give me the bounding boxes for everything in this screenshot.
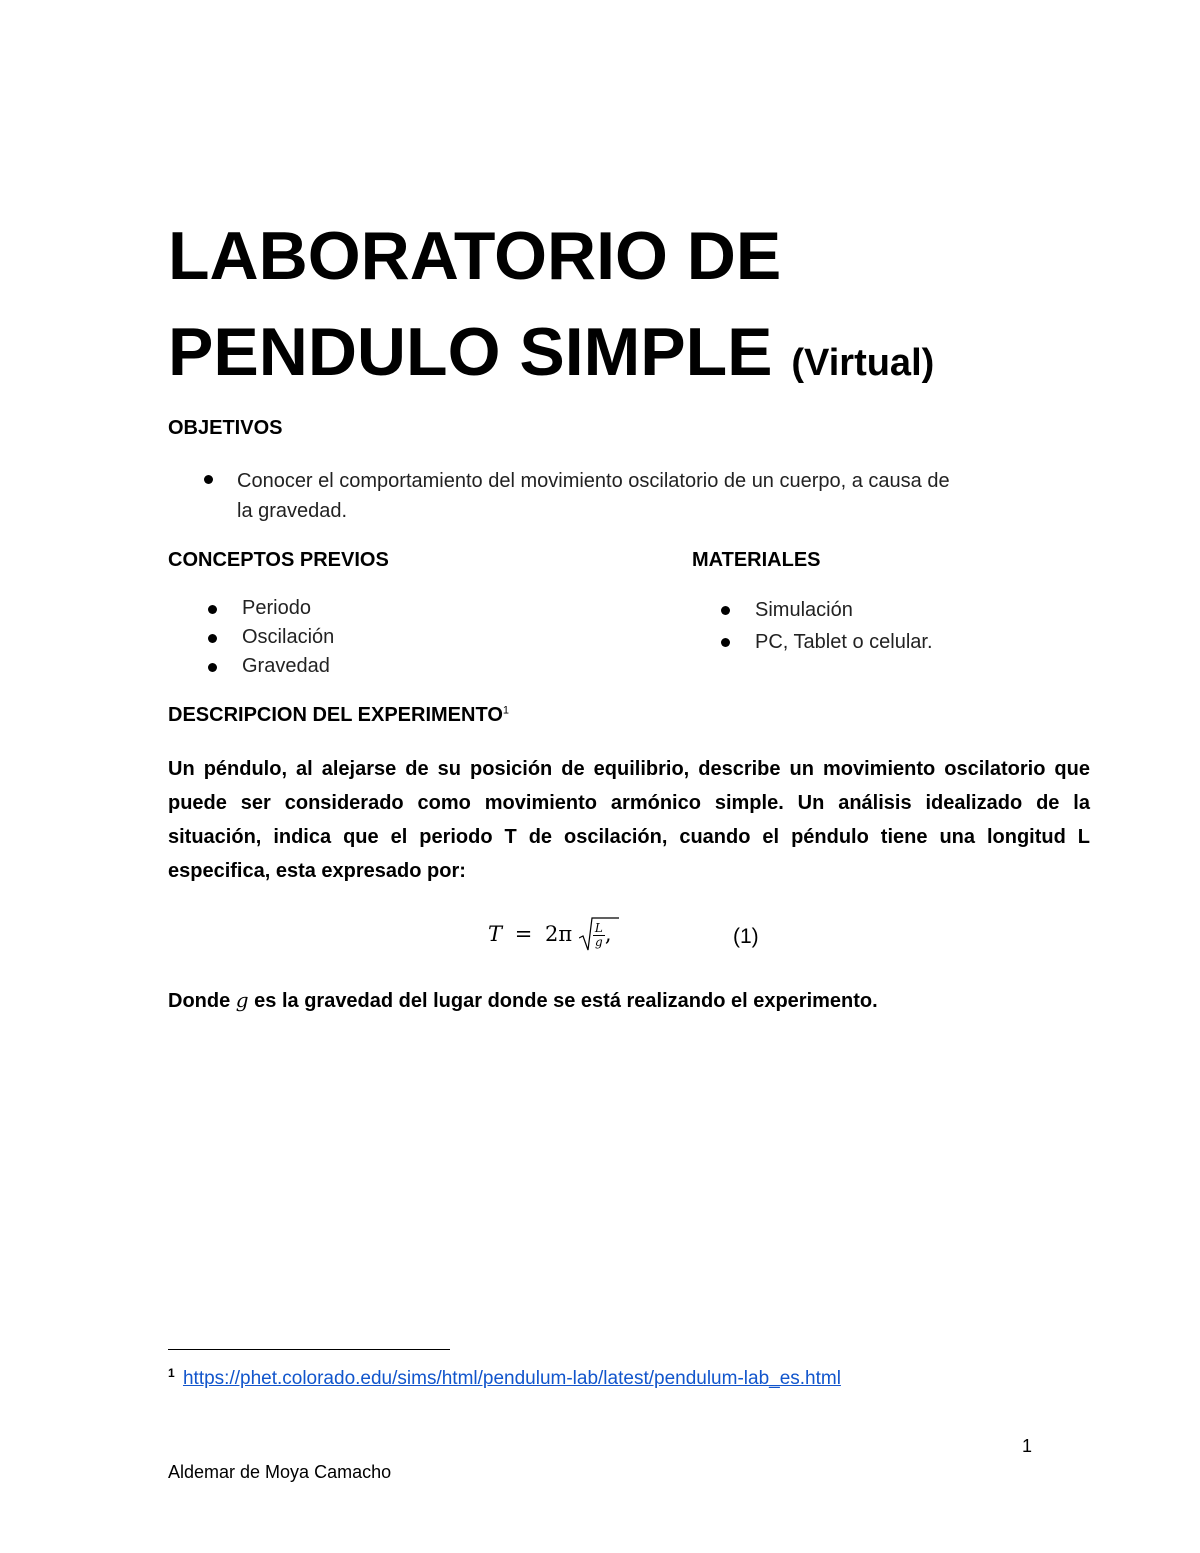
- conceptos-previos-heading: CONCEPTOS PREVIOS: [168, 549, 389, 571]
- list-item-label: Gravedad: [242, 655, 330, 677]
- footnote-marker: 1: [168, 1366, 175, 1380]
- list-item-label: Simulación: [755, 599, 853, 621]
- title-suffix: (Virtual): [791, 342, 935, 384]
- bullet-icon: [721, 606, 730, 615]
- objetivos-bullet-icon: [204, 475, 209, 480]
- list-item-label: Periodo: [242, 597, 311, 619]
- list-item: [208, 623, 334, 652]
- list-item-label: Oscilación: [242, 626, 335, 648]
- equation-number: (1): [733, 925, 759, 948]
- equation-coefficient: 2π: [545, 922, 573, 946]
- page-number: 1: [1021, 1436, 1032, 1456]
- gravity-variable: g: [235, 988, 249, 1012]
- bullet-icon: [208, 634, 217, 643]
- title-line-1: LABORATORIO DE: [168, 218, 782, 294]
- gravity-definition: [168, 988, 878, 1013]
- pendulum-period-equation: [488, 922, 612, 949]
- objetivos-heading: OBJETIVOS: [168, 417, 283, 439]
- title-line-2: [168, 314, 935, 390]
- equation-comma: ,: [604, 922, 612, 946]
- footnote-link[interactable]: https://phet.colorado.edu/sims/html/pendulum-lab/latest/pendulum-lab_es.html: [182, 1368, 841, 1390]
- paragraph-line-2: puede ser considerado como movimiento armónico simple. Un análisis idealizado de la: [168, 792, 1090, 814]
- footnote-separator: [168, 1349, 450, 1350]
- objetivos-item-line-2: la gravedad.: [237, 500, 348, 522]
- paragraph-line-3: situación, indica que el periodo T de oscilación, cuando el péndulo tiene una longitud L: [168, 826, 1090, 848]
- bullet-icon: [208, 663, 217, 672]
- equation-lhs: T: [488, 922, 503, 946]
- equation-denominator: g: [595, 935, 603, 949]
- objetivos-item-line-1: Conocer el comportamiento del movimiento oscilatorio de un cuerpo, a causa de: [237, 470, 950, 492]
- bullet-icon: [208, 605, 217, 614]
- descripcion-heading: [168, 704, 509, 727]
- descripcion-heading-text: DESCRIPCION DEL EXPERIMENTO: [168, 704, 503, 726]
- conceptos-previos-list: [208, 594, 334, 681]
- footnote-reference: 1: [502, 704, 509, 717]
- list-item-label: PC, Tablet o celular.: [755, 631, 933, 653]
- square-root: [579, 922, 605, 949]
- paragraph-line-1: Un péndulo, al alejarse de su posición de equilibrio, describe un movimiento oscilatorio que: [168, 758, 1090, 780]
- list-item: [721, 594, 933, 626]
- objetivos-item: [237, 466, 950, 526]
- materiales-heading: MATERIALES: [692, 549, 821, 571]
- list-item: [208, 594, 334, 623]
- paragraph-line-4: especifica, esta expresado por:: [168, 860, 466, 882]
- radical-sign-icon: [579, 916, 619, 956]
- materiales-list: [721, 594, 933, 658]
- list-item: [721, 626, 933, 658]
- title-main: PENDULO SIMPLE: [168, 314, 773, 390]
- equation-numerator: L: [594, 921, 603, 935]
- author-name: Aldemar de Moya Camacho: [168, 1462, 392, 1482]
- footnote: [168, 1366, 841, 1390]
- gravity-definition-prefix: Donde: [168, 990, 236, 1012]
- bullet-icon: [721, 638, 730, 647]
- gravity-definition-suffix: es la gravedad del lugar donde se está realizando el experimento.: [248, 990, 878, 1012]
- list-item: [208, 652, 334, 681]
- equation-equals: =: [514, 922, 533, 946]
